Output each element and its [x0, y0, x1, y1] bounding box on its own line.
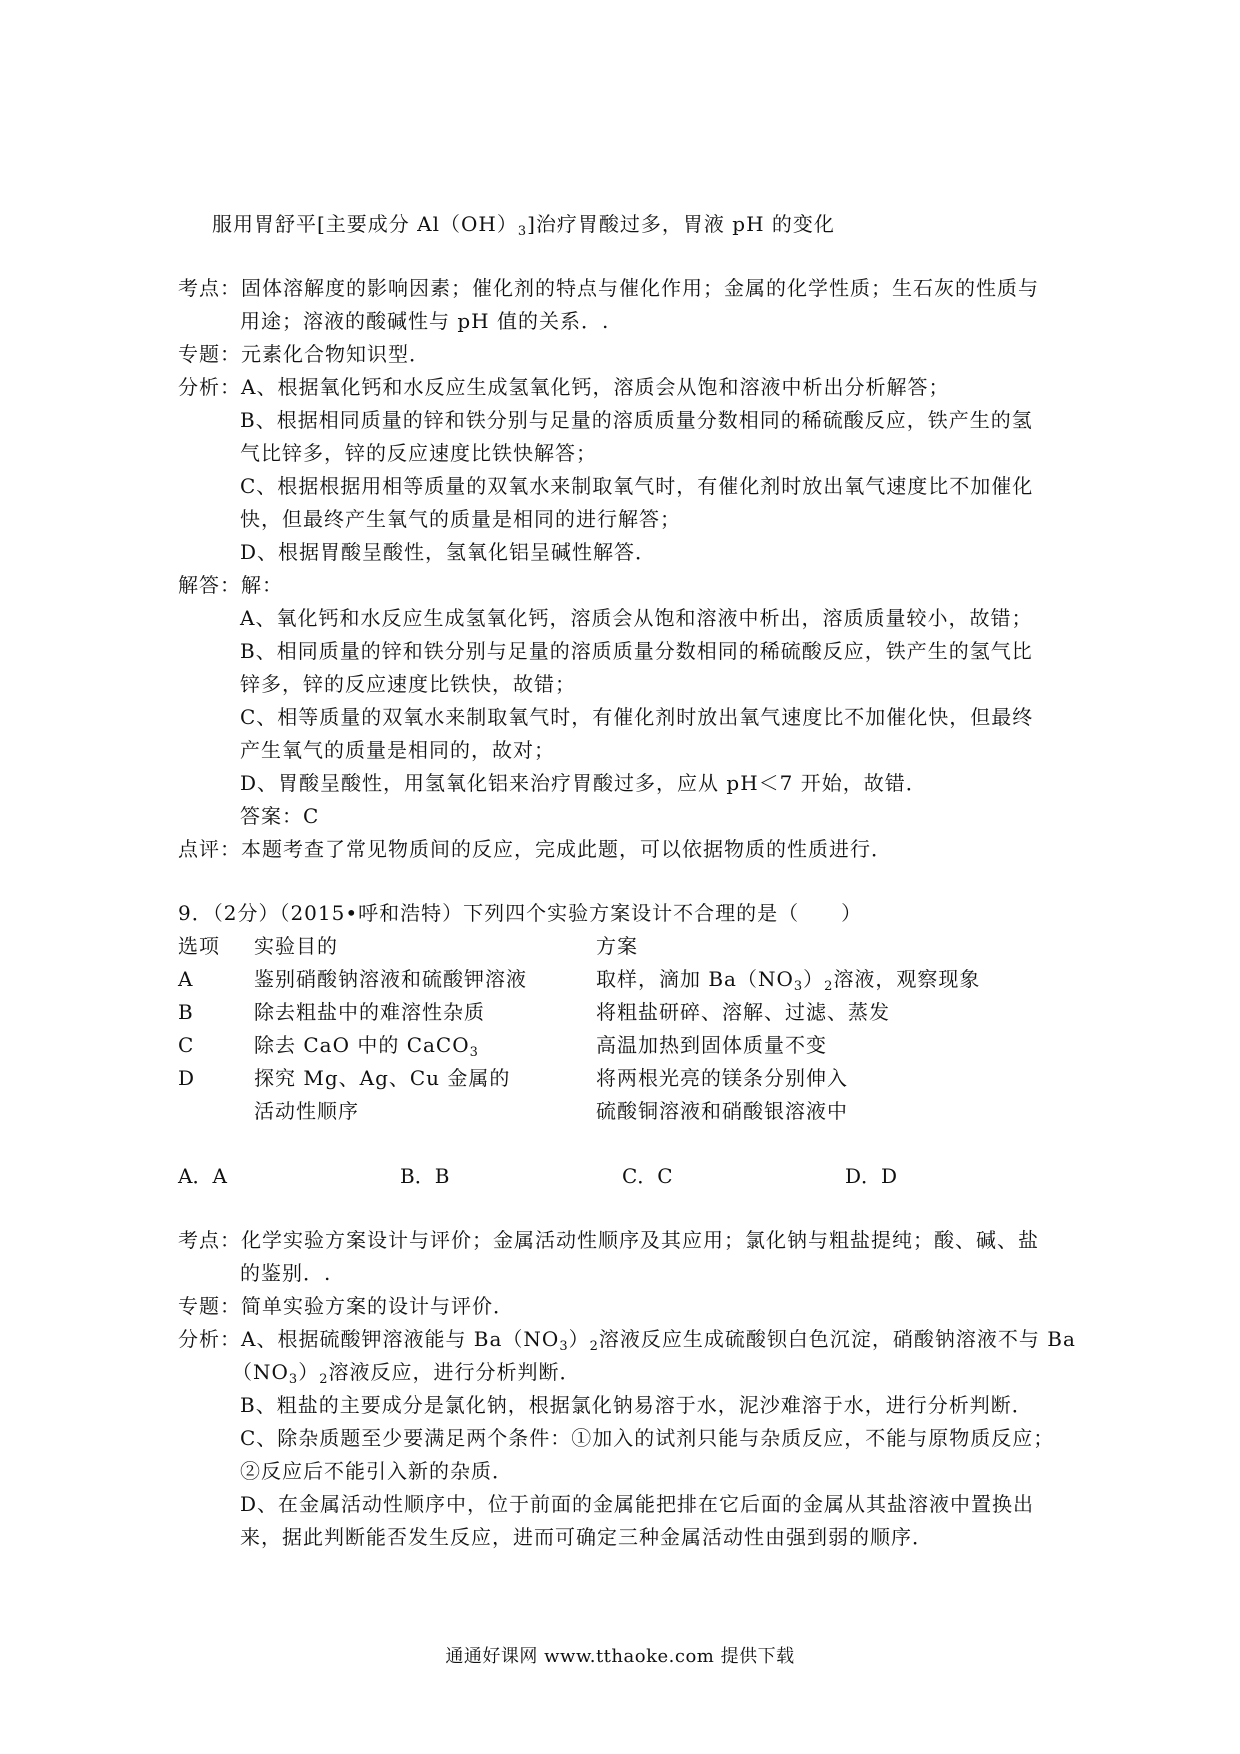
fenxi-text: ） — [568, 1327, 590, 1351]
q8-fenxi-c2: 快，但最终产生氧气的质量是相同的进行解答； — [240, 507, 681, 531]
q8-zhuanti: 专题：元素化合物知识型． — [178, 342, 430, 366]
q8-kaodian-line2: 用途；溶液的酸碱性与 pH 值的关系．. — [240, 309, 610, 333]
table-header-plan: 方案 — [596, 934, 638, 958]
table-row-b-purpose: 除去粗盐中的难溶性杂质 — [254, 1000, 485, 1024]
table-row-c-plan: 高温加热到固体质量不变 — [596, 1033, 827, 1057]
q8-fenxi-b2: 气比锌多，锌的反应速度比铁快解答； — [240, 441, 597, 465]
q8-jieda: 解答：解： — [178, 573, 283, 597]
table-row-a-option: A — [178, 967, 194, 991]
subscript: 3 — [793, 979, 804, 994]
purpose-text: 除去 CaO 中的 CaCO — [254, 1033, 470, 1057]
intro-text: 服用胃舒平[主要成分 Al（OH） — [212, 212, 518, 236]
choice-c: C．C — [622, 1164, 673, 1188]
plan-text: 取样，滴加 Ba（NO — [596, 967, 794, 991]
subscript: 3 — [469, 1045, 479, 1060]
q8-fenxi-d: D、根据胃酸呈酸性，氢氧化铝呈碱性解答． — [240, 540, 657, 564]
table-row-d-purpose: 探究 Mg、Ag、Cu 金属的 — [254, 1066, 511, 1090]
q8-kaodian-line1: 考点：固体溶解度的影响因素；催化剂的特点与催化作用；金属的化学性质；生石灰的性质与 — [178, 276, 1039, 300]
fenxi-text: 溶液反应，进行分析判断． — [328, 1360, 581, 1384]
table-row-d-plan: 将两根光亮的镁条分别伸入 — [596, 1066, 848, 1090]
table-row-d-plan-cont: 硫酸铜溶液和硝酸银溶液中 — [596, 1099, 848, 1123]
q9-title: 9．（2分）（2015•呼和浩特）下列四个实验方案设计不合理的是（ ） — [178, 901, 863, 925]
q8-fenxi-a: 分析：A、根据氧化钙和水反应生成氢氧化钙，溶质会从饱和溶液中析出分析解答； — [178, 375, 950, 399]
q8-fenxi-b1: B、根据相同质量的锌和铁分别与足量的溶质质量分数相同的稀硫酸反应，铁产生的氢 — [240, 408, 1033, 432]
q9-fenxi-c1: C、除杂质题至少要满足两个条件：①加入的试剂只能与杂质反应，不能与原物质反应； — [240, 1426, 1055, 1450]
intro-line — [212, 208, 835, 248]
plan-text: 溶液，观察现象 — [833, 967, 981, 991]
q9-zhuanti: 专题：简单实验方案的设计与评价． — [178, 1294, 514, 1318]
subscript: 2 — [589, 1339, 599, 1354]
q8-jieda-d: D、胃酸呈酸性，用氢氧化铝来治疗胃酸过多，应从 pH＜7 开始，故错． — [240, 771, 927, 795]
fenxi-text: ） — [298, 1360, 320, 1384]
q9-kaodian-line2: 的鉴别．. — [240, 1261, 332, 1285]
q8-jieda-c1: C、相等质量的双氧水来制取氧气时，有催化剂时放出氧气速度比不加催化快，但最终 — [240, 705, 1034, 729]
table-header-option: 选项 — [178, 934, 220, 958]
q9-fenxi-b: B、粗盐的主要成分是氯化钠，根据氯化钠易溶于水，泥沙难溶于水，进行分析判断． — [240, 1393, 1033, 1417]
q8-dianping: 点评：本题考查了常见物质间的反应，完成此题，可以依据物质的性质进行． — [178, 837, 892, 861]
q8-jieda-c2: 产生氧气的质量是相同的，故对； — [240, 738, 555, 762]
choice-d: D．D — [845, 1164, 898, 1188]
table-row-a-purpose: 鉴别硝酸钠溶液和硫酸钾溶液 — [254, 967, 527, 991]
subscript: 2 — [824, 979, 834, 994]
q8-answer: 答案：C — [240, 804, 320, 828]
table-row-d-option: D — [178, 1066, 196, 1090]
subscript: 3 — [288, 1372, 299, 1387]
q8-jieda-b1: B、相同质量的锌和铁分别与足量的溶质质量分数相同的稀硫酸反应，铁产生的氢气比 — [240, 639, 1033, 663]
page-footer: 通通好课网 www.tthaoke.com 提供下载 — [445, 1646, 795, 1667]
q9-fenxi-d1: D、在金属活动性顺序中，位于前面的金属能把排在它后面的金属从其盐溶液中置换出 — [240, 1492, 1035, 1516]
fenxi-text: 分析：A、根据硫酸钾溶液能与 Ba（NO — [178, 1327, 560, 1351]
q8-jieda-a: A、氧化钙和水反应生成氢氧化钙，溶质会从饱和溶液中析出，溶质质量较小，故错； — [240, 606, 1033, 630]
choice-b: B．B — [400, 1164, 450, 1188]
table-row-b-option: B — [178, 1000, 194, 1024]
intro-text-end: ]治疗胃酸过多，胃液 pH 的变化 — [527, 212, 835, 236]
q8-fenxi-c1: C、根据根据用相等质量的双氧水来制取氧气时，有催化剂时放出氧气速度比不加催化 — [240, 474, 1034, 498]
q9-fenxi-c2: ②反应后不能引入新的杂质． — [240, 1459, 513, 1483]
subscript: 3 — [559, 1339, 569, 1354]
table-row-c-option: C — [178, 1033, 195, 1057]
table-header-purpose: 实验目的 — [254, 934, 338, 958]
subscript: 3 — [517, 224, 528, 239]
fenxi-text: 溶液反应生成硫酸钡白色沉淀，硝酸钠溶液不与 Ba — [598, 1327, 1076, 1351]
table-row-b-plan: 将粗盐研碎、溶解、过滤、蒸发 — [596, 1000, 890, 1024]
table-row-d-purpose-cont: 活动性顺序 — [254, 1099, 359, 1123]
choice-a: A．A — [178, 1164, 227, 1188]
subscript: 2 — [319, 1372, 329, 1387]
fenxi-text: （NO — [232, 1360, 289, 1384]
q8-jieda-b2: 锌多，锌的反应速度比铁快，故错； — [240, 672, 576, 696]
q9-fenxi-d2: 来，据此判断能否发生反应，进而可确定三种金属活动性由强到弱的顺序． — [240, 1525, 933, 1549]
plan-text: ） — [803, 967, 825, 991]
q9-kaodian-line1: 考点：化学实验方案设计与评价；金属活动性顺序及其应用；氯化钠与粗盐提纯；酸、碱、盐 — [178, 1228, 1039, 1252]
